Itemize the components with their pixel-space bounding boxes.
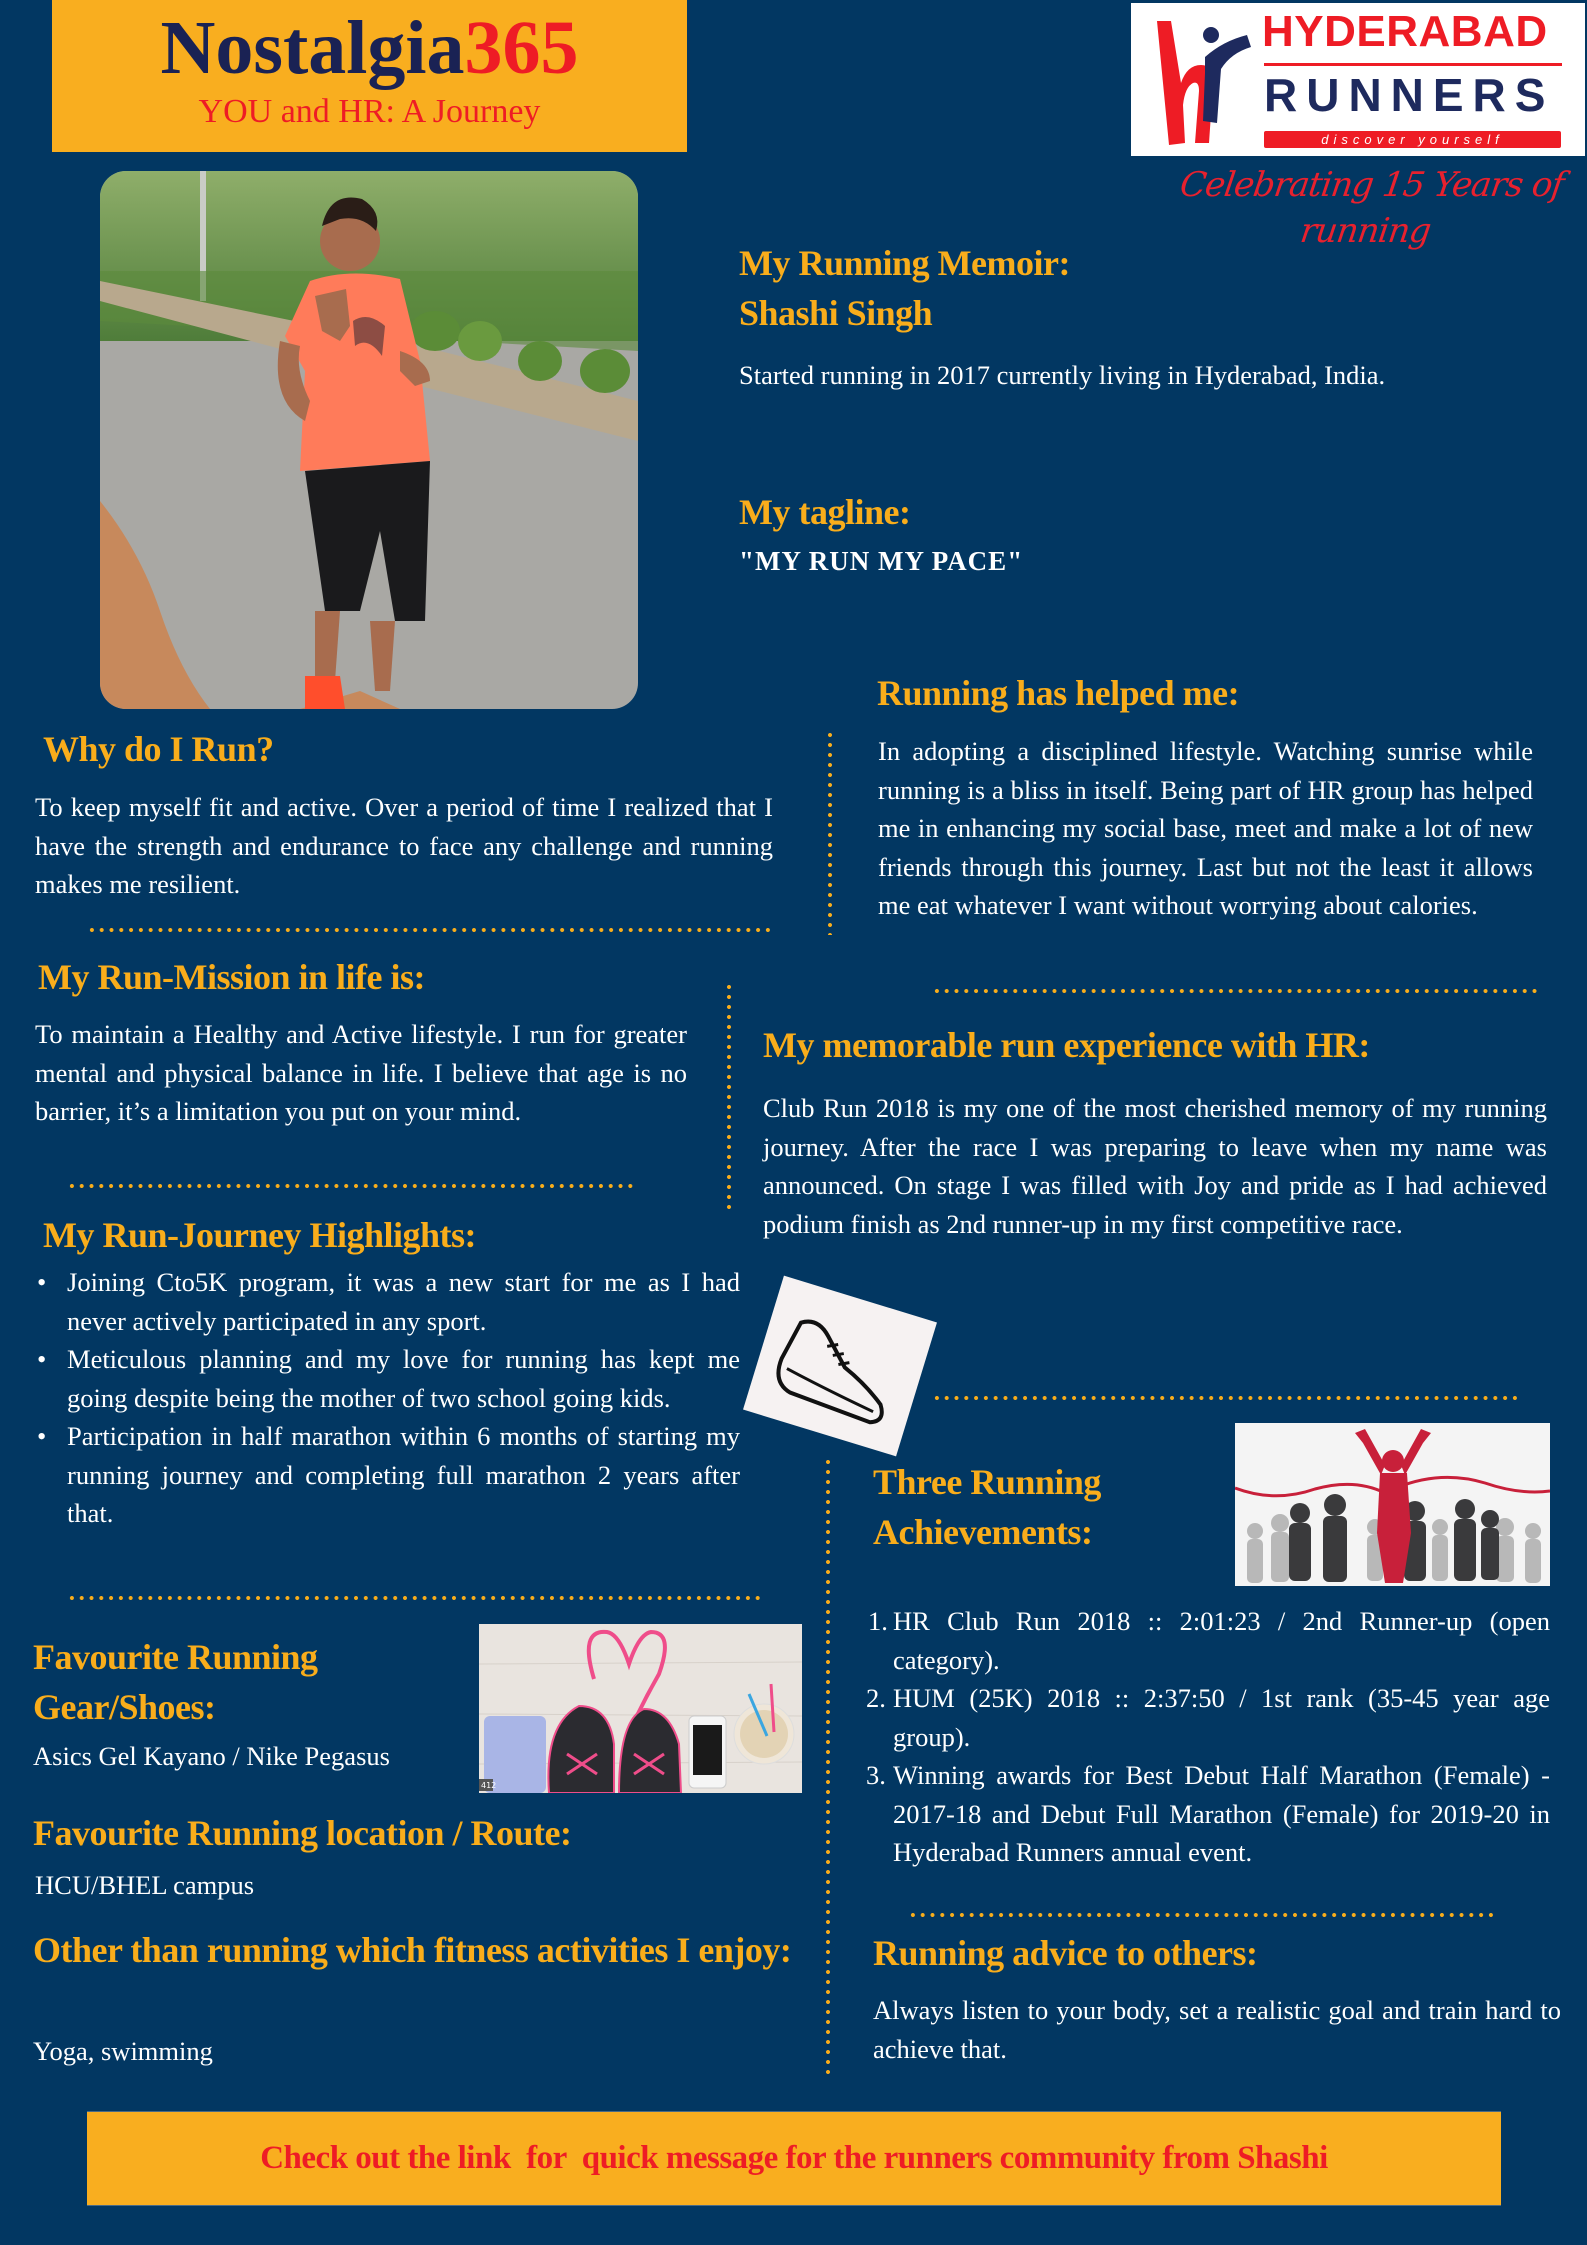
logo-tagline: discover yourself [1264, 131, 1561, 148]
achievements-list [866, 1602, 1550, 1872]
achievements-heading [873, 1457, 1213, 1557]
other-activities-heading: Other than running which fitness activities I enjoy: [33, 1930, 792, 1970]
achievements-heading-line1: Three Running [873, 1462, 1101, 1502]
logo-word-hyderabad: HYDERABAD [1262, 7, 1548, 56]
location-text: HCU/BHEL campus [35, 1870, 255, 1900]
bullet-icon: • [37, 1344, 47, 1374]
achievements-heading-line2: Achievements: [873, 1512, 1093, 1552]
achievement-text: HUM (25K) 2018 :: 2:37:50 / 1st rank (35-45 year age group). [893, 1683, 1550, 1752]
gear-text: Asics Gel Kayano / Nike Pegasus [33, 1741, 390, 1771]
shoe-sketch-icon [743, 1276, 937, 1457]
divider [87, 928, 773, 932]
hr-logo-icon [1139, 13, 1254, 148]
divider [932, 1396, 1519, 1400]
achievement-number: 1. [868, 1606, 888, 1636]
memoir-heading [739, 238, 1339, 338]
footer-cta-link[interactable]: Check out the link for quick message for the runners community from Shashi [260, 2140, 1328, 2176]
divider [67, 1184, 637, 1188]
highlight-item [35, 1340, 740, 1417]
achievement-item [866, 1756, 1550, 1872]
runner-name: Shashi Singh [739, 293, 933, 333]
runner-photo [100, 171, 638, 709]
tagline-heading: My tagline: [739, 492, 911, 532]
achievement-item [866, 1602, 1550, 1679]
finish-line-image [1235, 1423, 1550, 1586]
highlights-heading: My Run-Journey Highlights: [43, 1215, 477, 1255]
achievement-text: HR Club Run 2018 :: 2:01:23 / 2nd Runner-up (open category). [893, 1606, 1550, 1675]
runner-photo-illustration [100, 171, 638, 709]
running-gear-image [479, 1624, 802, 1793]
title-accent-text: 365 [464, 6, 579, 90]
highlight-item [35, 1417, 740, 1533]
image-caption: 412 [481, 1781, 497, 1790]
why-run-heading: Why do I Run? [43, 729, 274, 769]
why-run-text: To keep myself fit and active. Over a period of time I realized that I have the strength and endurance to face any challenge and running makes me resilient. [35, 792, 773, 899]
highlights-list [35, 1263, 740, 1533]
bullet-icon: • [37, 1421, 47, 1451]
achievement-number: 3. [866, 1760, 886, 1790]
shoe-sketch-image [743, 1276, 937, 1457]
divider [67, 1596, 763, 1600]
gear-heading [33, 1632, 453, 1732]
highlight-item [35, 1263, 740, 1340]
gear-heading-line2: Gear/Shoes: [33, 1687, 216, 1727]
advice-heading: Running advice to others: [873, 1933, 1258, 1973]
page-title [52, 4, 687, 92]
gear-heading-line1: Favourite Running [33, 1637, 318, 1677]
memorable-text: Club Run 2018 is my one of the most cherished memory of my running journey. After the race I was preparing to leave when my name was announced. On stage I was filled with Joy and pride as I had achieved podium finish as 2nd runner-up in my first competitive race. [763, 1093, 1547, 1239]
mission-text: To maintain a Healthy and Active lifestyle. I run for greater mental and physical balance in life. I believe that age is no barrier, it’s a limitation you put on your mind. [35, 1019, 687, 1126]
logo-word-runners: RUNNERS [1264, 69, 1555, 121]
title-main-text: Nostalgia [160, 6, 465, 90]
bullet-icon: • [37, 1267, 47, 1297]
achievement-number: 2. [866, 1683, 886, 1713]
hyderabad-runners-logo [1131, 3, 1585, 156]
celebration-text: Celebrating 15 Years of running [1177, 165, 1567, 251]
title-banner [52, 0, 687, 152]
memoir-heading-line1: My Running Memoir: [739, 243, 1070, 283]
vertical-divider [828, 730, 832, 935]
achievement-item [866, 1679, 1550, 1756]
highlight-text: Meticulous planning and my love for running has kept me going despite being the mother of two school going kids. [67, 1344, 740, 1413]
achievement-text: Winning awards for Best Debut Half Marathon (Female) - 2017-18 and Debut Full Marathon (Female) for 2019-20 in Hyderabad Runners annual event. [893, 1760, 1550, 1867]
vertical-divider [826, 1457, 830, 2077]
helped-text: In adopting a disciplined lifestyle. Watching sunrise while running is a bliss in itself. Being part of HR group has helped me in enhancing my social base, meet and make a lot of new friends through this journey. Last but not the least it allows me eat whatever I want without worrying about calories. [878, 736, 1533, 920]
tagline-text: "MY RUN MY PACE" [739, 546, 1024, 576]
location-heading: Favourite Running location / Route: [33, 1813, 572, 1853]
highlight-text: Participation in half marathon within 6 months of starting my running journey and completing full marathon 2 years after that. [67, 1421, 740, 1528]
running-gear-illustration [479, 1624, 802, 1793]
page-subtitle: YOU and HR: A Journey [198, 93, 541, 130]
divider [908, 1913, 1496, 1917]
helped-heading: Running has helped me: [877, 673, 1240, 713]
memoir-intro: Started running in 2017 currently living in Hyderabad, India. [739, 360, 1386, 390]
finish-line-illustration [1235, 1423, 1550, 1586]
logo-divider [1264, 63, 1562, 66]
footer-cta-banner[interactable] [87, 2111, 1501, 2206]
mission-heading: My Run-Mission in life is: [38, 957, 426, 997]
other-activities-text: Yoga, swimming [33, 2036, 213, 2066]
highlight-text: Joining Cto5K program, it was a new start for me as I had never actively participated in any sport. [67, 1267, 740, 1336]
vertical-divider [727, 982, 731, 1212]
advice-text: Always listen to your body, set a realistic goal and train hard to achieve that. [873, 1995, 1561, 2064]
memorable-heading: My memorable run experience with HR: [763, 1025, 1370, 1065]
divider [932, 989, 1538, 993]
